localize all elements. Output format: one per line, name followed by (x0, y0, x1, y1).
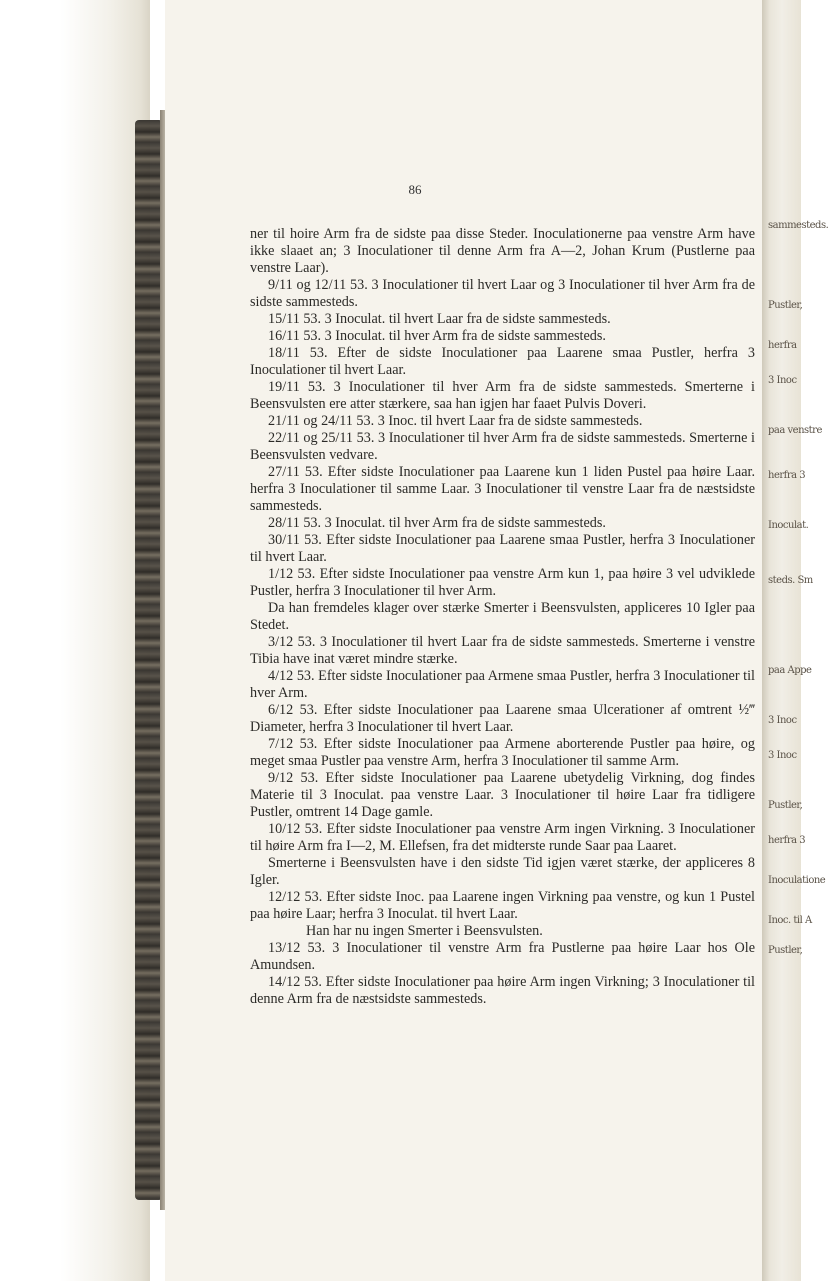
paragraph: 30/11 53. Efter sidste Inoculationer paa Laarene smaa Pustler, herfra 3 Inoculationer til hvert Laar. (250, 532, 755, 565)
facing-page-text-fragment: Pustler, (768, 945, 803, 956)
paragraph: 13/12 53. 3 Inoculationer til venstre Arm fra Pustlerne paa høire Laar hos Ole Amundsen. (250, 940, 755, 973)
body-text (250, 226, 755, 1008)
paragraph: ner til hoire Arm fra de sidste paa disse Steder. Inoculationerne paa venstre Arm have ikke slaaet an; 3 Inoculationer til denne Arm fra A—2, Johan Krum (Pustlerne paa venstre Laar). (250, 226, 755, 276)
facing-page-text-fragment: paa Appe (768, 665, 812, 676)
facing-page-text-fragment: Pustler, (768, 300, 803, 311)
facing-page-text-fragment: Inoculatione (768, 875, 826, 886)
facing-page-text-fragment: herfra 3 (768, 470, 806, 481)
paragraph: Han har nu ingen Smerter i Beensvulsten. (306, 923, 543, 939)
paragraph: 1/12 53. Efter sidste Inoculationer paa venstre Arm kun 1, paa høire 3 vel udviklede Pustler, herfra 3 Inoculationer til hver Arm. (250, 566, 755, 599)
paragraph: 9/12 53. Efter sidste Inoculationer paa Laarene ubetydelig Virkning, dog findes Materie til 3 Inoculat. paa venstre Laar. 3 Inoculationer til høire Laar fra tidligere Pustler, omtrent 14 Dage gamle. (250, 770, 755, 820)
paragraph: 14/12 53. Efter sidste Inoculationer paa høire Arm ingen Virkning; 3 Inoculationer til denne Arm fra de næstsidste sammesteds. (250, 974, 755, 1007)
facing-page-text-fragment: herfra (768, 340, 797, 351)
paragraph: 9/11 og 12/11 53. 3 Inoculationer til hvert Laar og 3 Inoculationer til hver Arm fra de sidste sammesteds. (250, 277, 755, 310)
paragraph: 18/11 53. Efter de sidste Inoculationer paa Laarene smaa Pustler, herfra 3 Inoculationer til hvert Laar. (250, 345, 755, 378)
paragraph: 4/12 53. Efter sidste Inoculationer paa Armene smaa Pustler, herfra 3 Inoculationer til hver Arm. (250, 668, 755, 701)
page-number: 86 (408, 182, 422, 197)
facing-page-text-fragment: Pustler, (768, 800, 803, 811)
facing-page-text-fragment: steds. Sm (768, 575, 813, 586)
facing-page-edge (762, 0, 828, 1281)
paragraph: 16/11 53. 3 Inoculat. til hver Arm fra de sidste sammesteds. (268, 328, 606, 344)
facing-page-text-fragment: sammesteds. (768, 220, 828, 231)
paragraph: 7/12 53. Efter sidste Inoculationer paa Armene aborterende Pustler paa høire, og meget smaa Pustler paa venstre Arm, herfra 3 Inoculationer til samme Arm. (250, 736, 755, 769)
facing-page-text-fragment: paa venstre (768, 425, 822, 436)
paragraph: 22/11 og 25/11 53. 3 Inoculationer til hver Arm fra de sidste sammesteds. Smerterne i Beensvulsten vedvare. (250, 430, 755, 463)
facing-page-text-fragment: 3 Inoc (768, 715, 797, 726)
paragraph: Smerterne i Beensvulsten have i den sidste Tid igjen været stærke, der appliceres 8 Igler. (250, 855, 755, 888)
facing-page-text-fragment: herfra 3 (768, 835, 806, 846)
paragraph: 6/12 53. Efter sidste Inoculationer paa Laarene smaa Ulcerationer af omtrent ½‴ Diameter, herfra 3 Inoculationer til hvert Laar. (250, 702, 755, 735)
paragraph: 19/11 53. 3 Inoculationer til hver Arm fra de sidste sammesteds. Smerterne i Beensvulsten ere atter stærkere, saa han igjen har faaet Pulvis Doveri. (250, 379, 755, 412)
paragraph: 21/11 og 24/11 53. 3 Inoc. til hvert Laar fra de sidste sammesteds. (268, 413, 643, 429)
facing-page-text-fragment: 3 Inoc (768, 375, 797, 386)
book-binding-spine (135, 120, 163, 1200)
facing-page-text-fragment: 3 Inoc (768, 750, 797, 761)
paragraph: Da han fremdeles klager over stærke Smerter i Beensvulsten, appliceres 10 Igler paa Stedet. (250, 600, 755, 633)
paragraph: 10/12 53. Efter sidste Inoculationer paa venstre Arm ingen Virkning. 3 Inoculationer til høire Arm fra I—2, M. Ellefsen, fra det midterste runde Saar paa Laaret. (250, 821, 755, 854)
paragraph: 12/12 53. Efter sidste Inoc. paa Laarene ingen Virkning paa venstre, og kun 1 Pustel paa høire Laar; herfra 3 Inoculat. til hvert Laar. (250, 889, 755, 922)
paragraph: 28/11 53. 3 Inoculat. til hver Arm fra de sidste sammesteds. (268, 515, 606, 531)
paragraph: 3/12 53. 3 Inoculationer til hvert Laar fra de sidste sammesteds. Smerterne i venstre Tibia have inat været mindre stærke. (250, 634, 755, 667)
scan-background-left (0, 0, 150, 1281)
paragraph: 27/11 53. Efter sidste Inoculationer paa Laarene kun 1 liden Pustel paa høire Laar. herfra 3 Inoculationer til samme Laar. 3 Inoculationer til venstre Laar fra de næstsidste sammesteds. (250, 464, 755, 514)
facing-page-text-fragment: Inoculat. (768, 520, 809, 531)
paragraph: 15/11 53. 3 Inoculat. til hvert Laar fra de sidste sammesteds. (268, 311, 611, 327)
facing-page-text-fragment: Inoc. til A (768, 915, 812, 926)
